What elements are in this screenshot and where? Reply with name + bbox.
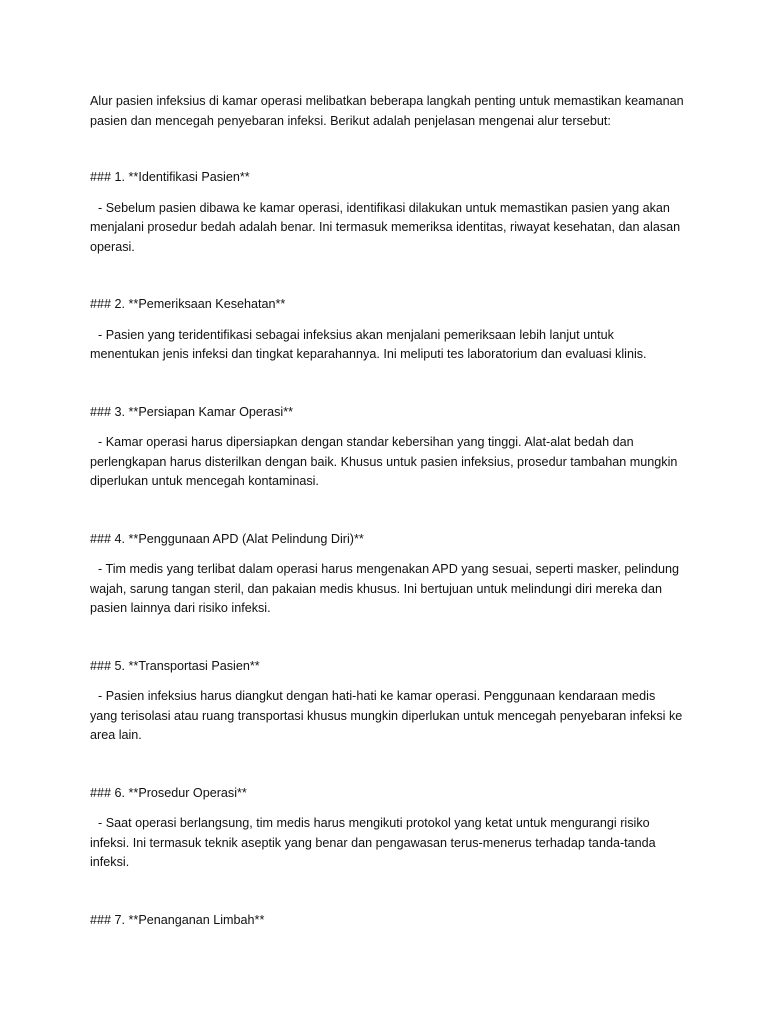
intro-paragraph: Alur pasien infeksius di kamar operasi melibatkan beberapa langkah penting untuk memastikan keamanan pasien dan mencegah penyebaran infeksi. Berikut adalah penjelasan mengenai alur tersebut: (90, 94, 684, 128)
section-heading: ### 3. **Persiapan Kamar Operasi** (90, 404, 294, 419)
section-heading: ### 7. **Penanganan Limbah** (90, 912, 265, 927)
section-3 (90, 403, 686, 492)
section-body: - Pasien infeksius harus diangkut dengan hati-hati ke kamar operasi. Penggunaan kendaraan medis yang terisolasi atau ruang transportasi khusus mungkin diperlukan untuk mencegah penyebaran infeksi ke area lain. (90, 689, 683, 742)
section-body: - Kamar operasi harus dipersiapkan dengan standar kebersihan yang tinggi. Alat-alat bedah dan perlengkapan harus disterilkan dengan baik. Khusus untuk pasien infeksius, prosedur tambahan mungkin diperlukan untuk mencegah kontaminasi. (90, 435, 678, 488)
section-body: - Sebelum pasien dibawa ke kamar operasi, identifikasi dilakukan untuk memastikan pasien yang akan menjalani prosedur bedah adalah benar. Ini termasuk memeriksa identitas, riwayat kesehatan, dan alasan operasi. (90, 200, 681, 254)
section-7 (90, 911, 686, 931)
section-5 (90, 657, 686, 746)
document-content (90, 92, 686, 941)
section-6 (90, 784, 686, 873)
section-heading: ### 6. **Prosedur Operasi** (90, 785, 247, 800)
section-body: - Saat operasi berlangsung, tim medis harus mengikuti protokol yang ketat untuk mengurangi risiko infeksi. Ini termasuk teknik aseptik yang benar dan pengawasan terus-menerus terhadap tanda-tanda infeksi. (90, 816, 656, 869)
section-heading: ### 4. **Penggunaan APD (Alat Pelindung Diri)** (90, 531, 364, 546)
section-body: - Tim medis yang terlibat dalam operasi harus mengenakan APD yang sesuai, seperti masker, pelindung wajah, sarung tangan steril, dan pakaian medis khusus. Ini bertujuan untuk melindungi diri mereka dan pasien lainnya dari risiko infeksi. (90, 562, 680, 615)
section-2 (90, 295, 686, 365)
section-heading: ### 2. **Pemeriksaan Kesehatan** (90, 297, 286, 311)
section-4 (90, 530, 686, 619)
section-body: - Pasien yang teridentifikasi sebagai infeksius akan menjalani pemeriksaan lebih lanjut untuk menentukan jenis infeksi dan tingkat keparahannya. Ini meliputi tes laboratorium dan evaluasi klinis. (90, 327, 647, 361)
section-1 (90, 168, 686, 257)
section-heading: ### 5. **Transportasi Pasien** (90, 658, 260, 673)
section-heading: ### 1. **Identifikasi Pasien** (90, 170, 250, 184)
